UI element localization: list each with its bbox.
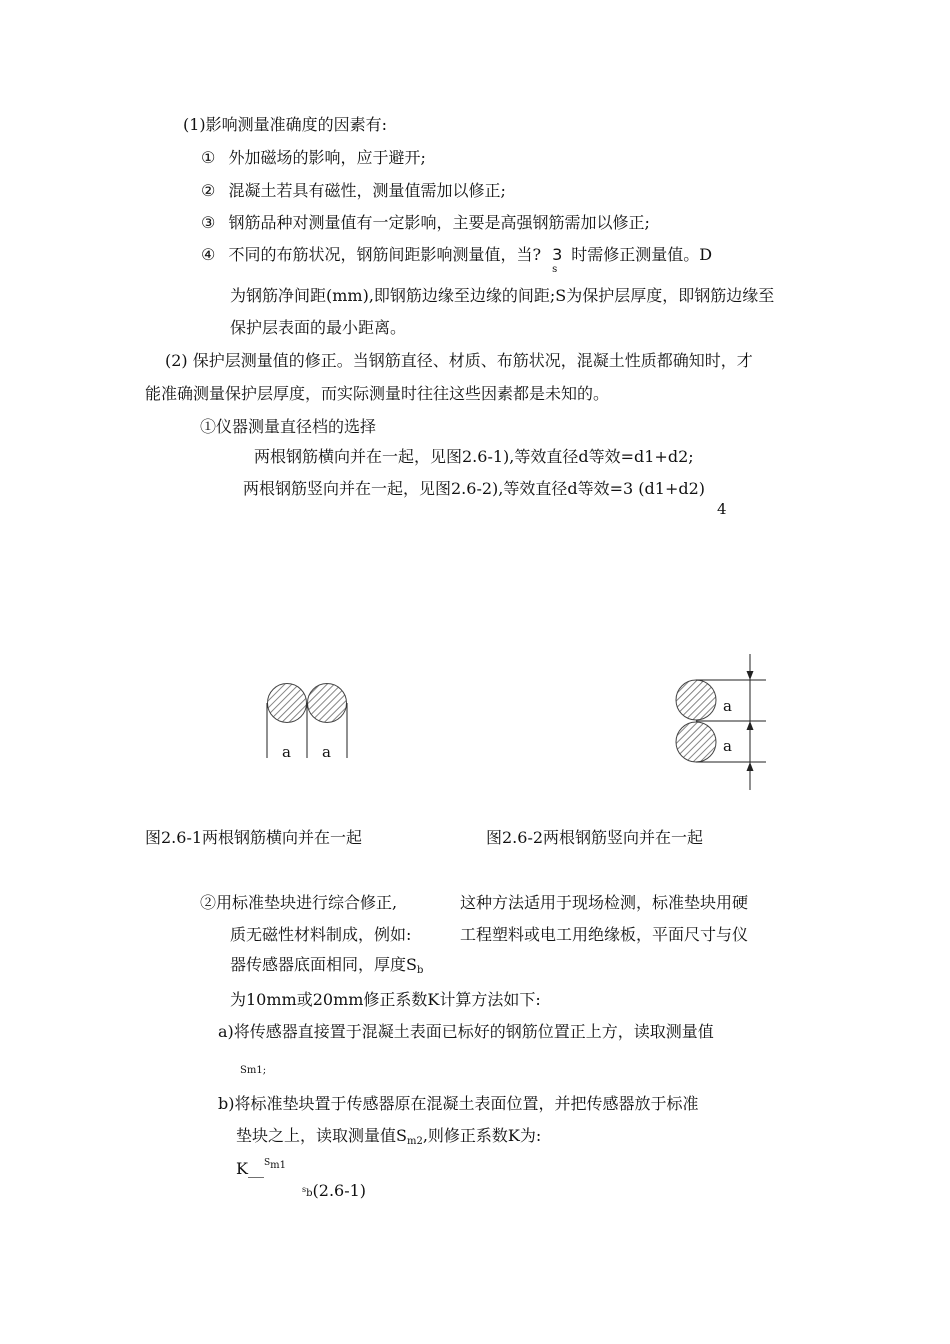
section1-heading: (1)影响测量准确度的因素有: xyxy=(183,115,388,134)
item-4 xyxy=(201,245,713,275)
item-4-text-a: 不同的布筋状况，钢筋间距影响测量值，当? xyxy=(228,245,542,264)
item-3 xyxy=(201,213,650,233)
formula-horizontal: 两根钢筋横向并在一起，见图2.6-1),等效直径d等效=d1+d2; xyxy=(254,447,694,466)
section2-line-1: (2) 保护层测量值的修正。当钢筋直径、材质、布筋状况，混凝土性质都确知时，才 xyxy=(165,351,753,370)
formula-k-numerator-s: S xyxy=(264,1158,271,1168)
section3-p4: 为10mm或20mm修正系数K计算方法如下: xyxy=(230,990,541,1009)
section3-p3-text: 器传感器底面相同，厚度S xyxy=(230,955,417,974)
item-1 xyxy=(201,148,426,168)
fig2-label-a-bottom: a xyxy=(723,737,732,755)
fig1-label-a-right: a xyxy=(322,743,331,761)
bar-top-circle xyxy=(676,680,716,720)
arrow-bottom xyxy=(747,762,754,771)
step-a-line: a)将传感器直接置于混凝土表面已标好的钢筋位置正上方，读取测量值 xyxy=(218,1022,714,1041)
item-2-text: 混凝土若具有磁性，测量值需加以修正; xyxy=(228,181,506,200)
bar-left-circle xyxy=(268,684,307,723)
item-2-number: ② xyxy=(201,181,216,200)
formula-k-denominator-s: s xyxy=(302,1185,307,1194)
fig2-label-a-top: a xyxy=(723,697,732,715)
step-b-line-2-subscript: m2 xyxy=(406,1136,423,1147)
item-3-number: ③ xyxy=(201,213,216,232)
section3-p2-right: 工程塑料或电工用绝缘板，平面尺寸与仪 xyxy=(460,925,749,944)
item-1-text: 外加磁场的影响，应于避开; xyxy=(228,148,426,167)
bar-bottom-circle xyxy=(676,722,716,762)
step-b-line-2-pre: 垫块之上，读取测量值S xyxy=(236,1126,407,1145)
item-4-frac-num: 3 xyxy=(552,245,563,264)
section3-p3-subscript: b xyxy=(416,965,424,976)
bar-right-circle xyxy=(308,684,347,723)
item-1-number: ① xyxy=(201,148,216,167)
step-b-line-2 xyxy=(236,1126,541,1152)
formula-vertical-denominator: 4 xyxy=(717,500,727,518)
figure-vertical-bars xyxy=(670,650,770,795)
figure-horizontal-bars xyxy=(262,678,352,762)
step-b-line-1: b)将标准垫块置于传感器原在混凝土表面位置，并把传感器放于标准 xyxy=(218,1094,699,1113)
formula-vertical: 两根钢筋竖向并在一起，见图2.6-2),等效直径d等效=3 (d1+d2) xyxy=(243,479,706,498)
item-4-continuation-1: 为钢筋净间距(mm),即钢筋边缘至边缘的间距;S为保护层厚度，即钢筋边缘至 xyxy=(230,286,775,305)
section2-subheading: ①仪器测量直径档的选择 xyxy=(200,417,377,436)
item-4-frac-den: s xyxy=(552,264,558,275)
formula-k-lhs: K__ xyxy=(236,1159,264,1178)
formula-k-numerator-m1: m1 xyxy=(270,1160,287,1171)
formula-k-denominator xyxy=(302,1180,366,1204)
arrow-top xyxy=(747,671,754,680)
section2-line-2: 能准确测量保护层厚度，而实际测量时往往这些因素都是未知的。 xyxy=(145,384,610,403)
item-4-continuation-2: 保护层表面的最小距离。 xyxy=(230,318,407,337)
figure-caption-1: 图2.6-1两根钢筋横向并在一起 xyxy=(145,828,363,847)
item-4-fraction xyxy=(552,245,566,275)
figure-caption-2: 图2.6-2两根钢筋竖向并在一起 xyxy=(486,828,704,847)
section3-p1-left: ②用标准垫块进行综合修正, xyxy=(200,893,398,912)
fig1-label-a-left: a xyxy=(282,743,291,761)
section3-p3 xyxy=(230,955,423,981)
item-2 xyxy=(201,181,506,201)
section3-p1-right: 这种方法适用于现场检测，标准垫块用硬 xyxy=(460,893,749,912)
formula-k-equation-number: (2.6-1) xyxy=(312,1181,367,1200)
step-a-reading: Sm1; xyxy=(240,1065,267,1076)
step-b-line-2-post: ,则修正系数K为: xyxy=(422,1126,542,1145)
item-4-text-b: 时需修正测量值。D xyxy=(571,245,713,264)
formula-k-numerator xyxy=(264,1157,286,1172)
item-4-number: ④ xyxy=(201,245,216,264)
arrow-mid-up xyxy=(747,721,754,730)
section3-p2-left: 质无磁性材料制成，例如: xyxy=(230,925,412,944)
formula-k-denominator-b: b xyxy=(306,1188,313,1199)
item-3-text: 钢筋品种对测量值有一定影响，主要是高强钢筋需加以修正; xyxy=(228,213,650,232)
